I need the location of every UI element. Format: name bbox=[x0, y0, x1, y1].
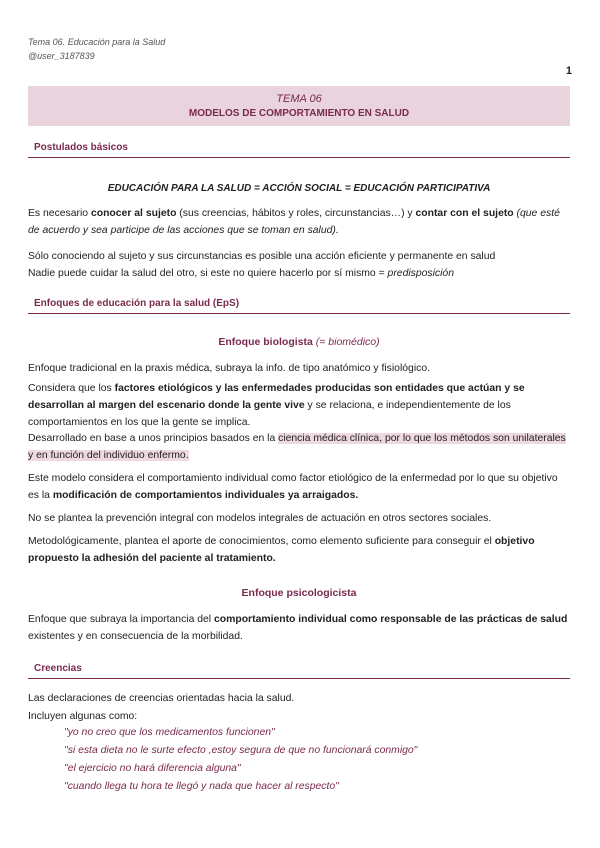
quote-item: "si esta dieta no le surte efecto ,estoy segura de que no funcionará conmigo" bbox=[64, 745, 418, 756]
text-run: Este modelo considera el comportamiento individual como factor etiológico de la enfermedad por lo que su objetivo es la bbox=[28, 473, 558, 501]
subheading-note: (= biomédico) bbox=[312, 336, 380, 348]
title-box bbox=[28, 86, 570, 126]
paragraph-conocer bbox=[28, 205, 570, 239]
subheading-biologista bbox=[28, 336, 570, 348]
bold-run: comportamiento individual como responsable de las prácticas de salud bbox=[214, 614, 568, 625]
text-run: Desarrollado en base a unos principios basados en la bbox=[28, 433, 279, 444]
paragraph-considera bbox=[28, 380, 570, 431]
italic-run: predisposición bbox=[387, 268, 454, 279]
bold-run: modificación de comportamientos individuales ya arraigados. bbox=[52, 490, 359, 501]
tema-label: TEMA 06 bbox=[276, 93, 322, 105]
text-run: Enfoque que subraya la importancia del bbox=[28, 614, 214, 625]
equation-line: EDUCACIÓN PARA LA SALUD = ACCIÓN SOCIAL = EDUCACIÓN PARTICIPATIVA bbox=[107, 183, 491, 194]
text-run: (sus creencias, hábitos y roles, circunstancias…) y bbox=[176, 208, 416, 219]
italic-run: (que esté de acuerdo y sea participe de las acciones que se toman en salud). bbox=[28, 208, 560, 236]
section-heading-creencias: Creencias bbox=[28, 663, 570, 679]
paragraph-declaraciones: Las declaraciones de creencias orientadas hacia la salud. bbox=[28, 693, 295, 704]
highlight-run: ciencia médica clínica, por lo que los métodos son unilaterales y en función del individuo enfermo. bbox=[28, 433, 566, 461]
quote-item: "el ejercicio no hará diferencia alguna" bbox=[64, 763, 241, 774]
running-header-user: @user_3187839 bbox=[28, 51, 95, 61]
running-header-title: Tema 06. Educación para la Salud bbox=[28, 37, 166, 47]
text-run: existentes y en consecuencia de la morbilidad. bbox=[28, 631, 243, 642]
bold-run: objetivo propuesto la adhesión del paciente al tratamiento. bbox=[28, 536, 535, 564]
text-run: Metodológicamente, plantea el aporte de conocimientos, como elemento suficiente para conseguir el bbox=[28, 536, 495, 547]
text-run: Considera que los bbox=[28, 383, 115, 394]
paragraph-prevencion: No se plantea la prevención integral con modelos integrales de actuación en otros sectores sociales. bbox=[28, 513, 492, 524]
quote-item: "yo no creo que los medicamentos funcionen" bbox=[64, 727, 275, 738]
paragraph-tradicional: Enfoque tradicional en la praxis médica, subraya la info. de tipo anatómico y fisiológico. bbox=[28, 363, 430, 374]
page-number: 1 bbox=[565, 65, 572, 77]
subheading-psicologicista: Enfoque psicologicista bbox=[241, 587, 357, 599]
bold-run: factores etiológicos y las enfermedades producidas son entidades que actúan y se desarrollan al margen del escenario donde la gente vive bbox=[28, 383, 525, 411]
bold-run: conocer al sujeto bbox=[90, 208, 177, 219]
section-heading-postulados: Postulados básicos bbox=[28, 142, 570, 158]
text-run: Nadie puede cuidar la salud del otro, si este no quiere hacerlo por sí mismo = bbox=[28, 268, 388, 279]
section-heading-enfoques: Enfoques de educación para la salud (EpS) bbox=[28, 298, 570, 314]
paragraph-incluyen: Incluyen algunas como: bbox=[28, 711, 138, 722]
text-run: y se relaciona, e independientemente de los comportamientos en los que la gente se implica. bbox=[28, 400, 511, 428]
paragraph-desarrollado bbox=[28, 430, 570, 464]
quote-item: "cuando llega tu hora te llegó y nada que hacer al respecto" bbox=[64, 781, 339, 792]
subheading-text: Enfoque biologista bbox=[218, 336, 313, 348]
bold-run: contar con el sujeto bbox=[415, 208, 514, 219]
paragraph-metodologicamente bbox=[28, 533, 570, 567]
paragraph-modelo bbox=[28, 470, 570, 504]
text-run: Es necesario bbox=[28, 208, 91, 219]
paragraph-nadie bbox=[28, 265, 570, 282]
paragraph-solo: Sólo conociendo al sujeto y sus circunstancias es posible una acción eficiente y permanente en salud bbox=[28, 251, 496, 262]
paragraph-psicologicista bbox=[28, 611, 570, 645]
page-title: MODELOS DE COMPORTAMIENTO EN SALUD bbox=[188, 108, 410, 119]
